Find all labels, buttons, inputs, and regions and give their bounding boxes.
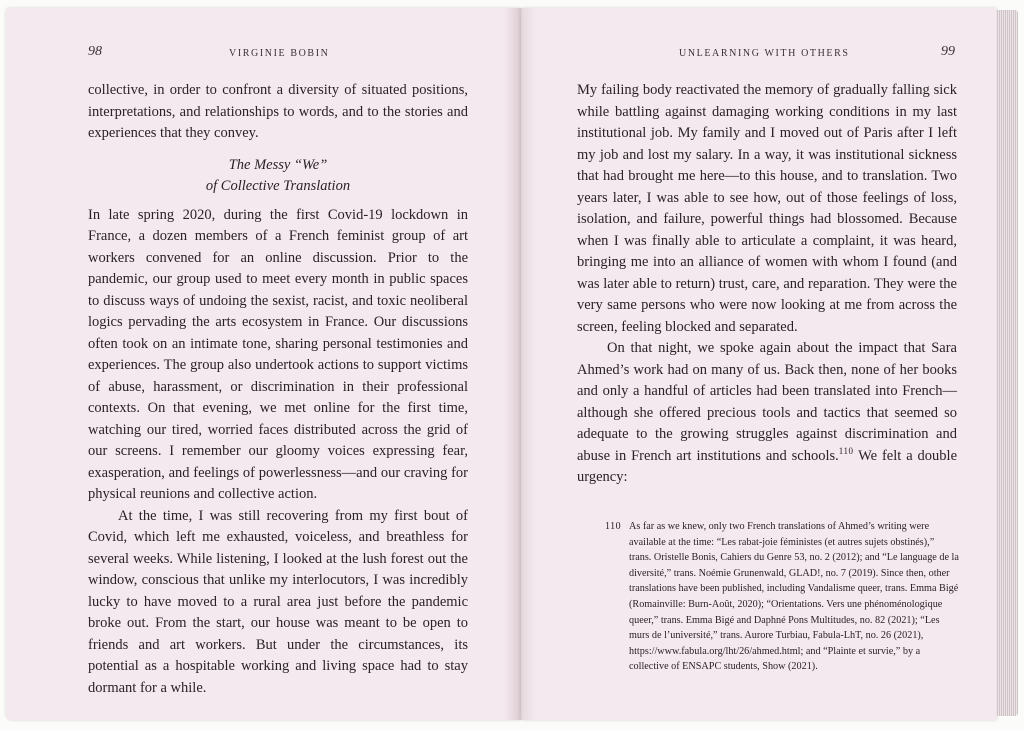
page-number-right: 99 — [941, 44, 955, 59]
right-page — [521, 8, 997, 720]
body-paragraph — [577, 338, 957, 489]
page-number-left: 98 — [88, 44, 102, 59]
footnote-text: As far as we knew, only two French translations of Ahmed’s writing were available at the time: “Les rabat-joie féministes (et autres sujets obstinés),” trans. Oristelle Bonis, Cahiers du Genre 53, no. 2 (2012); and “Le language de la diversité,” trans. Noémie Grunenwald, GLAD!, no. 7 (2019). Since then, other translations have been published, including Vandalisme queer, trans. Emma Bigé (Romainville: Burn-Août, 2020); “Orientations. Vers une phénoménologique queer,” trans. Emma Bigé and Daphné Pons Multitudes, no. 82 (2021); “Les murs de l’université,” trans. Aurore Turbiau, Fabula-LhT, no. 26 (2021), https://www.fabula.org/lht/26/ahmed.html; and “Plainte et survie,” by a collective of ENSAPC students, Show (2021). — [629, 521, 959, 673]
body-paragraph: My failing body reactivated the memory of gradually falling sick while battling against damaging working conditions in my last institutional job. My family and I moved out of Paris after I left my job and lost my salary. In a way, it was institutional sickness that had brought me here—to this house, and to translation. Two years later, I was able to see how, out of those feelings of loss, isolation, and failure, powerful things had blossomed. Because when I was finally able to articulate a complaint, it was heard, bringing me into an alliance of women with whom I found (and was later able to return) trust, care, and reparation. They were the very same persons who were now looking at me from across the screen, feeling blocked and separated. — [577, 82, 957, 335]
footnote-number: 110 — [605, 521, 622, 532]
left-page — [6, 8, 520, 720]
opening-paragraph: collective, in order to confront a diversity of situated positions, interpretations, and relationships to words, and to the stories and experiences that they convey. — [88, 82, 468, 141]
footnote — [605, 519, 959, 675]
body-paragraph: At the time, I was still recovering from my first bout of Covid, which left me exhausted, voiceless, and breathless for several weeks. While listening, I looked at the lush forest out the window, conscious that unlike my interlocutors, I was incredibly lucky to have moved to a rural area just before the pandemic broke out. From the start, our house was meant to be open to friends and art workers. But under the circumstances, its potential as a hospitable working and living space had to stay dormant for a while. — [88, 507, 468, 696]
running-head-author: VIRGINIE BOBIN — [229, 48, 330, 59]
page-edges — [996, 10, 1018, 716]
body-paragraph-tail: We felt a double urgency: — [577, 447, 958, 485]
left-page-body — [88, 80, 468, 699]
body-paragraph: In late spring 2020, during the first Covid-19 lockdown in France, a dozen members of a French feminist group of art workers convened for an online discussion. Prior to the pandemic, our group used to meet every month in public spaces to discuss ways of undoing the sexist, racist, and toxic neoliberal logics pervading the arts ecosystem in France. Our discussions often took on an intimate tone, sharing personal testimonies and experiences. The group also undertook actions to support victims of abuse, harassment, or discrimination in their professional contexts. On that evening, we met online for the first time, watching our tired, worried faces distributed across the grid of our screens. I remember our gloomy voices expressing fear, exasperation, and feelings of powerlessness—and our craving for physical reunions and collective action. — [88, 206, 468, 502]
right-page-body — [577, 80, 957, 489]
footnote-reference: 110 — [838, 445, 854, 456]
running-head-title: UNLEARNING WITH OTHERS — [679, 48, 850, 59]
section-heading-line1: The Messy “We” — [228, 156, 328, 173]
section-heading-line2: of Collective Translation — [205, 177, 351, 194]
section-heading — [88, 155, 468, 197]
body-paragraph-text: On that night, we spoke again about the impact that Sara Ahmed’s work had on many of us. Back then, none of her books and only a handful of articles had been translated into French—although she offered precious tools and tactics that seemed so adequate to the growing struggles against discrimination and abuse in French art institutions and schools. — [577, 340, 957, 464]
